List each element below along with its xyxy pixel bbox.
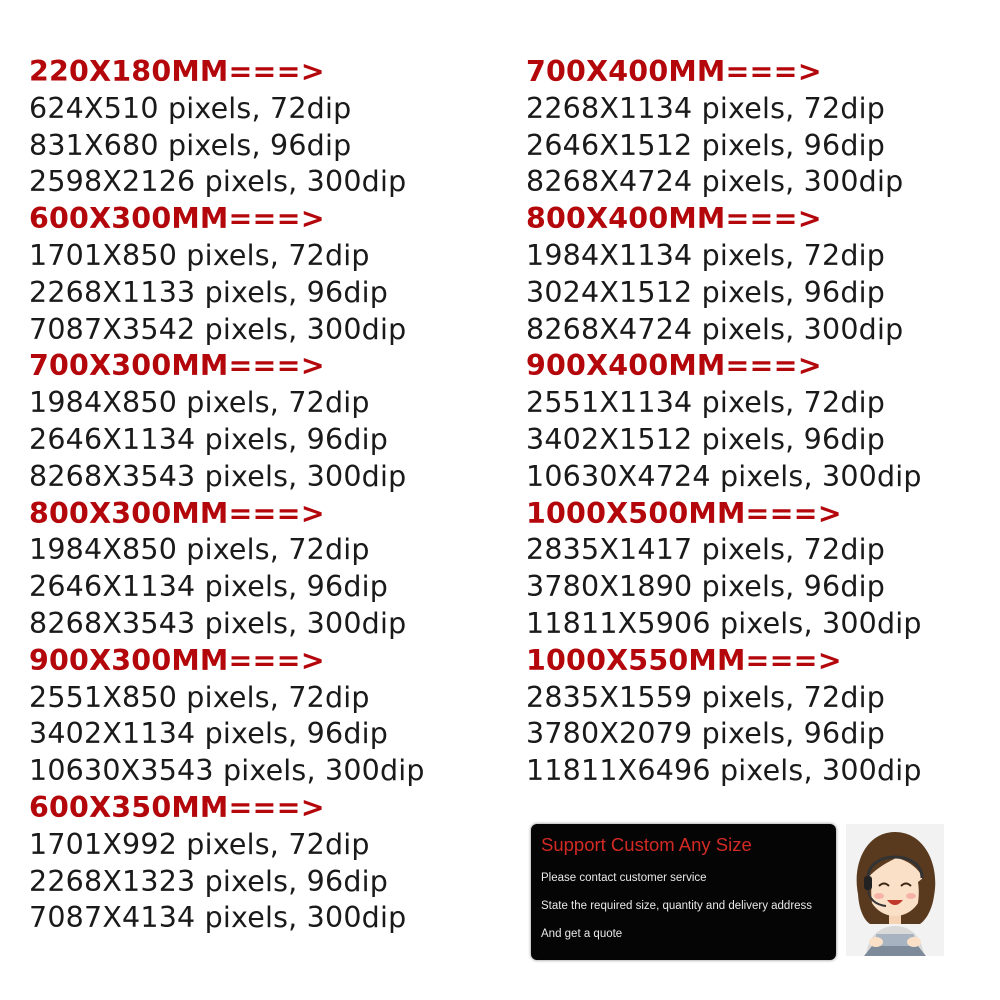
pixel-spec: 3402X1134 pixels, 96dip [29,717,389,751]
pixel-spec: 624X510 pixels, 72dip [29,91,352,125]
pixel-spec: 3780X2079 pixels, 96dip [526,717,886,751]
promo-line: And get a quote [541,928,623,940]
pixel-spec: 1701X992 pixels, 72dip [29,827,370,861]
custom-size-promo-card [531,824,836,960]
pixel-spec: 2646X1134 pixels, 96dip [29,422,389,456]
pixel-spec: 11811X5906 pixels, 300dip [526,606,922,640]
pixel-spec: 7087X3542 pixels, 300dip [29,312,407,346]
size-header: 900X300MM===> [29,643,325,677]
size-header: 220X180MM===> [29,55,325,88]
pixel-spec: 7087X4134 pixels, 300dip [29,901,407,935]
pixel-spec: 2835X1559 pixels, 72dip [526,680,886,714]
size-header: 800X400MM===> [526,202,822,236]
pixel-spec: 8268X4724 pixels, 300dip [526,165,904,199]
pixel-spec: 8268X3543 pixels, 300dip [29,459,407,493]
left-size-column [29,54,425,937]
size-header: 900X400MM===> [526,349,822,383]
size-header: 700X400MM===> [526,55,822,88]
size-header: 600X300MM===> [29,202,325,236]
size-header: 1000X500MM===> [526,496,842,530]
pixel-spec: 2268X1133 pixels, 96dip [29,275,389,309]
pixel-spec: 2835X1417 pixels, 72dip [526,533,886,567]
pixel-spec: 11811X6496 pixels, 300dip [526,754,922,788]
promo-line: State the required size, quantity and delivery address [541,900,813,912]
pixel-spec: 8268X4724 pixels, 300dip [526,312,904,346]
pixel-spec: 1701X850 pixels, 72dip [29,238,370,272]
pixel-spec: 2551X850 pixels, 72dip [29,680,370,714]
pixel-spec: 2598X2126 pixels, 300dip [29,165,407,199]
size-header: 800X300MM===> [29,496,325,530]
pixel-spec: 3780X1890 pixels, 96dip [526,570,886,604]
pixel-spec: 2551X1134 pixels, 72dip [526,386,886,420]
pixel-spec: 2646X1134 pixels, 96dip [29,570,389,604]
pixel-spec: 1984X1134 pixels, 72dip [526,238,886,272]
pixel-spec: 2268X1323 pixels, 96dip [29,864,389,898]
pixel-spec: 2268X1134 pixels, 72dip [526,91,886,125]
promo-title: Support Custom Any Size [541,834,752,855]
pixel-spec: 831X680 pixels, 96dip [29,128,352,162]
pixel-spec: 1984X850 pixels, 72dip [29,533,370,567]
promo-line: Please contact customer service [541,872,707,884]
size-header: 1000X550MM===> [526,643,842,677]
pixel-spec: 10630X3543 pixels, 300dip [29,754,425,788]
pixel-spec: 3024X1512 pixels, 96dip [526,275,886,309]
pixel-spec: 1984X850 pixels, 72dip [29,386,370,420]
pixel-spec: 2646X1512 pixels, 96dip [526,128,886,162]
pixel-spec: 10630X4724 pixels, 300dip [526,459,922,493]
size-header: 600X350MM===> [29,790,325,824]
pixel-spec: 8268X3543 pixels, 300dip [29,606,407,640]
size-header: 700X300MM===> [29,349,325,383]
customer-service-avatar-icon [846,824,944,956]
right-size-column [526,54,922,790]
pixel-spec: 3402X1512 pixels, 96dip [526,422,886,456]
